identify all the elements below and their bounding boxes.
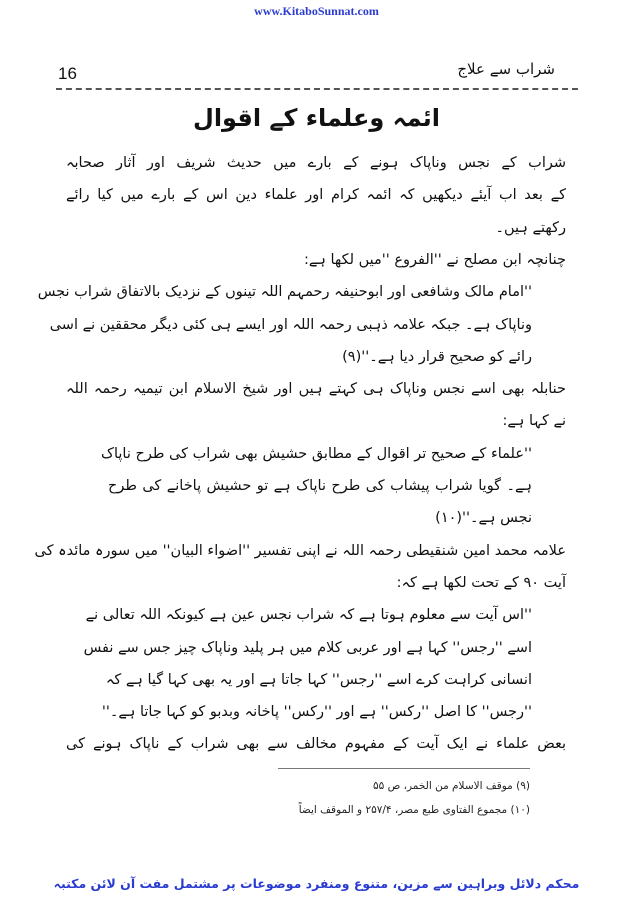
footnote-divider <box>278 768 530 769</box>
quote-line: انسانی کراہت کرے اسے ''رجس'' کہا جاتا ہے اور یہ بھی کہا گیا ہے کہ <box>105 671 532 688</box>
body-line: بعض علماء نے ایک آیت کے مفہوم مخالف سے بھی شراب کے ناپاک ہونے کی <box>66 736 566 753</box>
header-divider <box>56 88 578 90</box>
quote-line: ''رجس'' کا اصل ''رکس'' ہے اور ''رکس'' پاخانہ وبدبو کو کہا جاتا ہے۔'' <box>101 704 532 721</box>
quote-line: ''علماء کے صحیح تر اقوال کے مطابق حشیش بھی شراب کی طرح ناپاک <box>101 445 532 462</box>
quote-line: اسے ''رجس'' کہا ہے اور عربی کلام میں ہر پلید وناپاک چیز جس سے نفس <box>83 639 532 656</box>
page-number: 16 <box>58 64 77 83</box>
bottom-banner[interactable]: محکم دلائل وبراہین سے مزین، متنوع ومنفرد موضوعات پر مشتمل مفت آن لائن مکتبہ <box>53 876 580 891</box>
quote-line: ہے۔ گویا شراب پیشاب کی طرح ناپاک ہے تو حشیش پاخانے کی طرح <box>108 478 532 494</box>
quote-line: ''امام مالک وشافعی اور ابوحنیفہ رحمہم اللہ تینوں کے نزدیک بالاتفاق شراب نجس <box>37 284 532 301</box>
body-line: شراب کے نجس وناپاک ہونے کے بارے میں حدیث شریف اور آثار صحابہ <box>66 155 566 171</box>
body-line: حنابلہ بھی اسے نجس وناپاک ہی کہتے ہیں اور شیخ الاسلام ابن تیمیہ رحمہ اللہ <box>66 381 566 398</box>
body-line: رکھتے ہیں۔ <box>495 219 566 236</box>
body-line: آیت ۹۰ کے تحت لکھا ہے کہ: <box>396 574 566 591</box>
footnote-9: (۹) موقف الاسلام من الخمر، ص ۵۵ <box>372 780 530 792</box>
quote-line: نجس ہے۔''(۱۰) <box>435 510 532 527</box>
quote-line: وناپاک ہے۔ جبکہ علامہ ذہبی رحمہ اللہ اور ایسے ہی کئی دیگر محققین نے اسی <box>49 316 532 333</box>
body-line: نے کہا ہے: <box>502 413 566 430</box>
site-url-link[interactable]: www.KitaboSunnat.com <box>254 4 379 18</box>
body-line: کے بعد اب آیئے دیکھیں کہ ائمہ کرام اور علماء دین اس کے بارے میں کیا رائے <box>66 187 566 204</box>
quote-line: رائے کو صحیح قرار دیا ہے۔''(۹) <box>342 348 532 365</box>
quote-line: ''اس آیت سے معلوم ہوتا ہے کہ شراب نجس عین ہے کیونکہ اللہ تعالی نے <box>85 607 532 624</box>
running-head: شراب سے علاج <box>457 60 555 78</box>
footnote-10: (۱۰) مجموع الفتاوی طبع مصر، ۲۵۷/۴ و الموقف ایضاً <box>298 804 530 816</box>
chapter-title: ائمہ وعلماء کے اقوال <box>193 104 440 132</box>
body-line: چنانچہ ابن مصلح نے ''الفروع ''میں لکھا ہے: <box>303 251 566 268</box>
body-line: علامہ محمد امین شنقیطی رحمہ اللہ نے اپنی تفسیر ''اضواء البیان'' میں سورہ مائدہ کی <box>34 542 566 559</box>
